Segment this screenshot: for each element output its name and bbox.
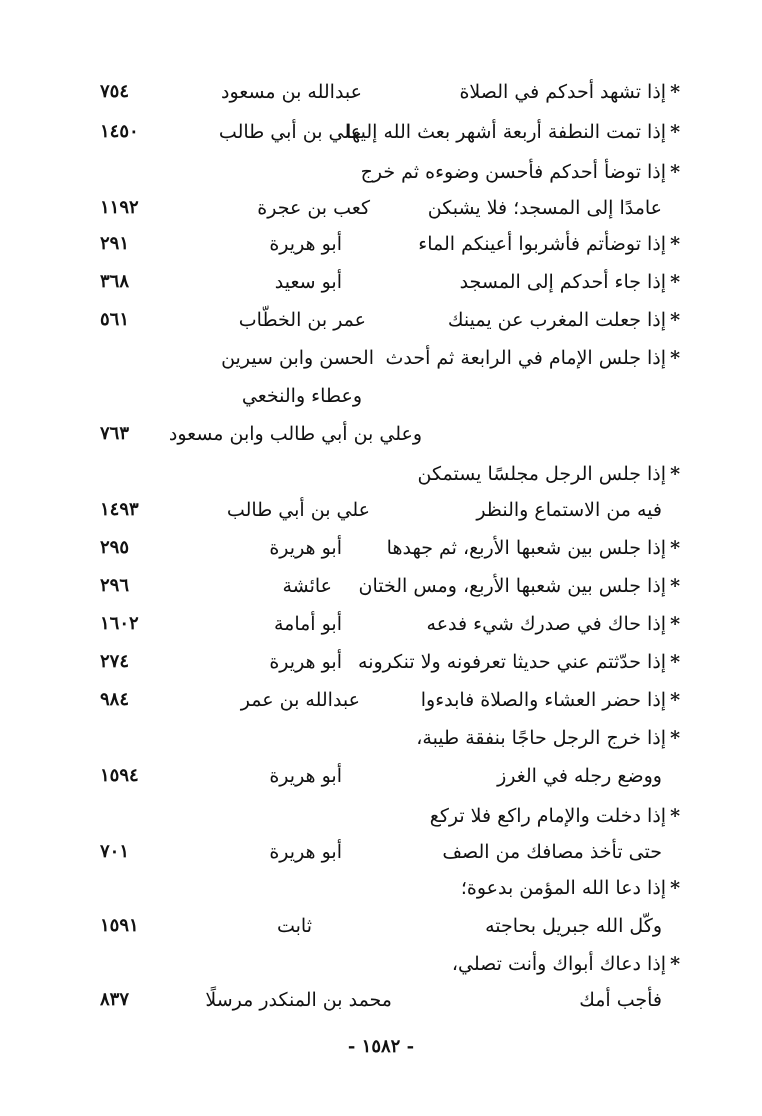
narrator: أبو أمامة	[273, 613, 342, 635]
page-number: - ١٥٨٢ -	[347, 1036, 415, 1057]
hadith-text: *إذا حدّثتم عني حديثا تعرفونه ولا تنكرونه	[358, 651, 680, 673]
entry-row	[0, 300, 762, 340]
entry-row	[0, 224, 762, 264]
hadith-text: *إذا جلس بين شعبها الأربع، ثم جهدها	[386, 537, 680, 559]
hadith-number: ٢٩٥	[100, 537, 130, 558]
entry-row	[0, 756, 762, 796]
hadith-number: ٣٦٨	[100, 271, 130, 292]
hadith-text	[676, 414, 680, 454]
hadith-number: ١٦٠٢	[100, 613, 139, 634]
entry-marker: *	[670, 727, 680, 749]
hadith-text: فيه من الاستماع والنظر	[476, 499, 662, 521]
hadith-text: *إذا توضأ أحدكم فأحسن وضوءه ثم خرج	[360, 161, 680, 183]
entry-row	[0, 718, 762, 758]
hadith-text: *إذا جعلت المغرب عن يمينك	[447, 309, 680, 331]
entry-row	[0, 868, 762, 908]
narrator: علي بن أبي طالب	[226, 499, 370, 521]
entry-row	[0, 152, 762, 192]
entry-row	[0, 604, 762, 644]
narrator: أبو هريرة	[269, 841, 342, 863]
entry-row	[0, 980, 762, 1020]
entry-row	[0, 262, 762, 302]
hadith-text: *إذا تشهد أحدكم في الصلاة	[459, 81, 680, 103]
hadith-number: ١٥٩٤	[100, 765, 139, 786]
narrator: ثابت	[276, 915, 312, 937]
narrator: أبو هريرة	[269, 537, 342, 559]
entry-marker: *	[670, 575, 680, 597]
hadith-number: ١١٩٢	[100, 197, 139, 218]
entry-row	[0, 680, 762, 720]
entry-row	[0, 642, 762, 682]
hadith-text: *إذا توضأتم فأشربوا أعينكم الماء	[418, 233, 680, 255]
narrator: عائشة	[282, 575, 332, 597]
entry-marker: *	[670, 651, 680, 673]
narrator: عمر بن الخطّاب	[238, 309, 366, 331]
hadith-number: ٧٠١	[100, 841, 130, 862]
entry-marker: *	[670, 805, 680, 827]
entry-row	[0, 490, 762, 530]
entry-marker: *	[670, 121, 680, 143]
entry-row	[0, 796, 762, 836]
hadith-text: *إذا دعا الله المؤمن بدعوة؛	[460, 877, 680, 899]
narrator: وعطاء والنخعي	[241, 385, 362, 407]
narrator: أبو سعيد	[274, 271, 342, 293]
hadith-number: ٢٧٤	[100, 651, 130, 672]
entry-row	[0, 112, 762, 152]
hadith-text: *إذا دعاك أبواك وأنت تصلي،	[451, 953, 680, 975]
entry-marker: *	[670, 81, 680, 103]
hadith-text: *إذا دخلت والإمام راكع فلا تركع	[429, 805, 680, 827]
narrator: محمد بن المنكدر مرسلًا	[205, 989, 392, 1011]
hadith-text: *إذا جلس بين شعبها الأربع، ومس الختان	[358, 575, 680, 597]
entry-marker: *	[670, 953, 680, 975]
narrator: عبدالله بن عمر	[240, 689, 360, 711]
hadith-number: ٨٣٧	[100, 989, 130, 1010]
entry-marker: *	[670, 161, 680, 183]
hadith-number: ٧٦٣	[100, 423, 130, 444]
hadith-text: وكّل الله جبريل بحاجته	[485, 915, 662, 937]
hadith-number: ٢٩١	[100, 233, 130, 254]
hadith-text: *إذا خرج الرجل حاجًا بنفقة طيبة،	[416, 727, 680, 749]
entry-marker: *	[670, 463, 680, 485]
entry-marker: *	[670, 877, 680, 899]
hadith-number: ١٥٩١	[100, 915, 139, 936]
entry-marker: *	[670, 613, 680, 635]
hadith-number: ٧٥٤	[100, 81, 130, 102]
hadith-text: عامدًا إلى المسجد؛ فلا يشبكن	[427, 197, 662, 219]
entry-row	[0, 832, 762, 872]
narrator: عبدالله بن مسعود	[221, 81, 362, 103]
entry-row	[0, 338, 762, 378]
narrator: أبو هريرة	[269, 233, 342, 255]
hadith-text: *إذا تمت النطفة أربعة أشهر بعث الله إليها	[346, 121, 680, 143]
narrator: وعلي بن أبي طالب وابن مسعود	[168, 423, 422, 445]
entry-marker: *	[670, 689, 680, 711]
narrator: كعب بن عجرة	[257, 197, 370, 219]
hadith-text: ووضع رجله في الغرز	[497, 765, 662, 787]
hadith-text: *إذا جلس الإمام في الرابعة ثم أحدث	[385, 347, 680, 369]
hadith-text: فأجب أمك	[579, 989, 662, 1011]
hadith-number: ١٤٥٠	[100, 121, 139, 142]
entry-row	[0, 414, 762, 454]
entry-row	[0, 906, 762, 946]
entry-row	[0, 72, 762, 112]
entry-row	[0, 944, 762, 984]
entry-row	[0, 566, 762, 606]
entry-marker: *	[670, 233, 680, 255]
narrator: أبو هريرة	[269, 651, 342, 673]
hadith-text: *إذا حاك في صدرك شيء فدعه	[426, 613, 680, 635]
entry-row	[0, 188, 762, 228]
entry-marker: *	[670, 537, 680, 559]
entry-marker: *	[670, 347, 680, 369]
entry-row	[0, 528, 762, 568]
hadith-text: *إذا جلس الرجل مجلسًا يستمكن	[417, 463, 680, 485]
narrator: علي بن أبي طالب	[218, 121, 362, 143]
hadith-number: ١٤٩٣	[100, 499, 139, 520]
hadith-text: *إذا حضر العشاء والصلاة فابدءوا	[420, 689, 680, 711]
hadith-text	[676, 376, 680, 416]
entry-marker: *	[670, 271, 680, 293]
hadith-number: ٢٩٦	[100, 575, 130, 596]
entry-row	[0, 376, 762, 416]
entry-marker: *	[670, 309, 680, 331]
hadith-number: ٩٨٤	[100, 689, 130, 710]
hadith-text: *إذا جاء أحدكم إلى المسجد	[459, 271, 680, 293]
narrator: أبو هريرة	[269, 765, 342, 787]
hadith-number: ٥٦١	[100, 309, 130, 330]
narrator: الحسن وابن سيرين	[221, 347, 374, 369]
entry-row	[0, 454, 762, 494]
hadith-text: حتى تأخذ مصافك من الصف	[442, 841, 662, 863]
